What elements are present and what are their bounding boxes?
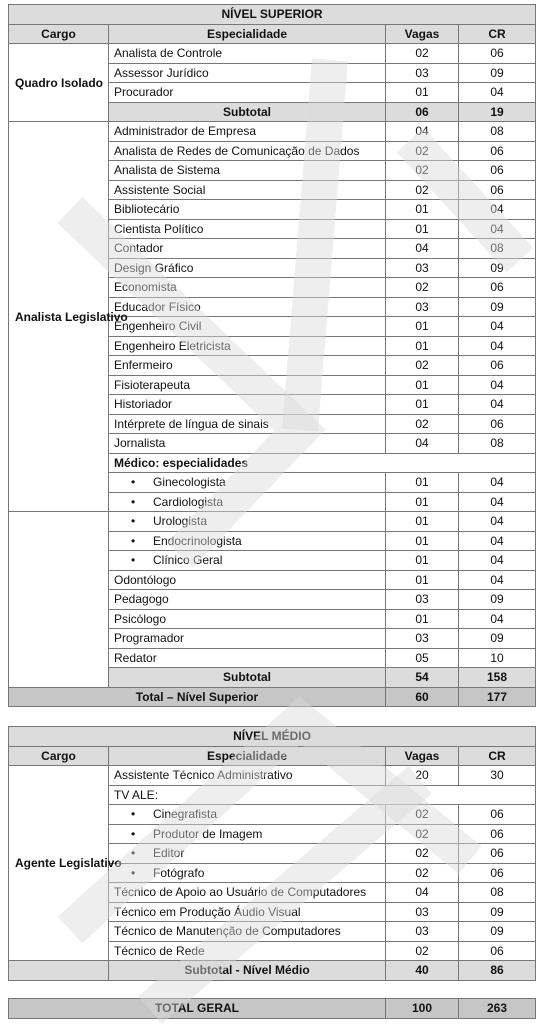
column-header-cr: CR	[459, 746, 536, 766]
especialidade-cell: Economista	[109, 278, 386, 298]
cr-cell: 09	[459, 922, 536, 942]
especialidade-cell: Odontólogo	[109, 570, 386, 590]
vagas-cell: 02	[386, 414, 459, 434]
especialidade-cell: Intérprete de língua de sinais	[109, 414, 386, 434]
cr-cell: 04	[459, 492, 536, 512]
especialidade-cell: Programador	[109, 629, 386, 649]
especialidade-cell: • Urologista	[109, 512, 386, 532]
especialidade-cell: Técnico de Rede	[109, 941, 386, 961]
especialidade-cell: Pedagogo	[109, 590, 386, 610]
table-row	[9, 512, 536, 532]
subtotal-cr: 158	[459, 668, 536, 688]
vagas-cell: 01	[386, 512, 459, 532]
cargo-blank	[9, 961, 109, 981]
especialidade-cell: Bibliotecário	[109, 200, 386, 220]
especialidade-cell: Enfermeiro	[109, 356, 386, 376]
cr-cell: 06	[459, 161, 536, 181]
cr-cell: 06	[459, 278, 536, 298]
cargo-analista-legislativo: Analista Legislativo	[9, 122, 109, 512]
vagas-cell: 02	[386, 863, 459, 883]
vagas-cell: 02	[386, 141, 459, 161]
cr-cell: 08	[459, 122, 536, 142]
vagas-cell: 03	[386, 629, 459, 649]
cr-cell: 09	[459, 63, 536, 83]
cr-cell: 04	[459, 375, 536, 395]
section-title: NÍVEL MÉDIO	[9, 727, 536, 747]
especialidade-cell: Técnico em Produção Áudio Visual	[109, 902, 386, 922]
vagas-cell: 02	[386, 356, 459, 376]
cr-cell: 10	[459, 648, 536, 668]
vagas-cell: 02	[386, 161, 459, 181]
vagas-cell: 01	[386, 395, 459, 415]
cr-cell: 09	[459, 258, 536, 278]
especialidade-cell: Técnico de Manutenção de Computadores	[109, 922, 386, 942]
vagas-cell: 01	[386, 492, 459, 512]
cr-cell: 09	[459, 902, 536, 922]
vagas-cell: 04	[386, 434, 459, 454]
vagas-cell: 01	[386, 219, 459, 239]
especialidade-cell: Assistente Técnico Administrativo	[109, 766, 386, 786]
cr-cell: 04	[459, 473, 536, 493]
cr-cell: 09	[459, 590, 536, 610]
total-geral-table	[8, 998, 536, 1019]
especialidade-cell: Engenheiro Civil	[109, 317, 386, 337]
vagas-cell: 03	[386, 902, 459, 922]
cr-cell: 08	[459, 883, 536, 903]
cr-cell: 06	[459, 141, 536, 161]
subtotal-label: Subtotal - Nível Médio	[109, 961, 386, 981]
total-superior-cr: 177	[459, 687, 536, 707]
column-header-especialidade: Especialidade	[109, 24, 386, 44]
vagas-cell: 03	[386, 922, 459, 942]
vagas-cell: 20	[386, 766, 459, 786]
cr-cell: 04	[459, 551, 536, 571]
vagas-cell: 01	[386, 83, 459, 103]
vagas-cell: 01	[386, 551, 459, 571]
vagas-cell: 04	[386, 883, 459, 903]
especialidade-cell: • Cinegrafista	[109, 805, 386, 825]
especialidade-cell: Fisioterapeuta	[109, 375, 386, 395]
vagas-cell: 02	[386, 278, 459, 298]
vagas-cell: 01	[386, 473, 459, 493]
especialidade-cell: Administrador de Empresa	[109, 122, 386, 142]
cr-cell: 09	[459, 629, 536, 649]
especialidade-cell: Historiador	[109, 395, 386, 415]
cr-cell: 06	[459, 805, 536, 825]
especialidade-cell: Contador	[109, 239, 386, 259]
cr-cell: 04	[459, 609, 536, 629]
total-superior-vagas: 60	[386, 687, 459, 707]
cr-cell: 04	[459, 200, 536, 220]
subtotal-cr: 86	[459, 961, 536, 981]
column-header-vagas: Vagas	[386, 746, 459, 766]
cr-cell: 06	[459, 356, 536, 376]
vagas-cell: 01	[386, 317, 459, 337]
especialidade-cell: Assessor Jurídico	[109, 63, 386, 83]
especialidade-cell: Design Gráfico	[109, 258, 386, 278]
subtotal-row	[9, 961, 536, 981]
vagas-cell: 01	[386, 200, 459, 220]
cr-cell: 06	[459, 863, 536, 883]
medico-label: Médico: especialidades	[109, 453, 536, 473]
especialidade-cell: • Cardiologista	[109, 492, 386, 512]
cr-cell: 06	[459, 844, 536, 864]
vagas-cell: 02	[386, 180, 459, 200]
cr-cell: 08	[459, 434, 536, 454]
especialidade-cell: Procurador	[109, 83, 386, 103]
vagas-cell: 02	[386, 941, 459, 961]
subtotal-vagas: 40	[386, 961, 459, 981]
especialidade-cell: • Clínico Geral	[109, 551, 386, 571]
subtotal-vagas: 54	[386, 668, 459, 688]
column-header-vagas: Vagas	[386, 24, 459, 44]
cr-cell: 08	[459, 239, 536, 259]
especialidade-cell: • Ginecologista	[109, 473, 386, 493]
cr-cell: 04	[459, 531, 536, 551]
especialidade-cell: Analista de Controle	[109, 44, 386, 64]
especialidade-cell: Jornalista	[109, 434, 386, 454]
cr-cell: 04	[459, 219, 536, 239]
subtotal-vagas: 06	[386, 102, 459, 122]
cr-cell: 09	[459, 297, 536, 317]
vagas-cell: 01	[386, 570, 459, 590]
section-title: NÍVEL SUPERIOR	[9, 5, 536, 25]
especialidade-cell: • Editor	[109, 844, 386, 864]
subtotal-label: Subtotal	[109, 668, 386, 688]
column-header-cargo: Cargo	[9, 746, 109, 766]
vagas-cell: 05	[386, 648, 459, 668]
vagas-cell: 03	[386, 297, 459, 317]
nivel-medio-table	[8, 726, 536, 981]
especialidade-cell: • Produtor de Imagem	[109, 824, 386, 844]
vagas-cell: 03	[386, 590, 459, 610]
cr-cell: 06	[459, 44, 536, 64]
total-geral-vagas: 100	[386, 999, 459, 1019]
cr-cell: 04	[459, 512, 536, 532]
cr-cell: 06	[459, 180, 536, 200]
especialidade-cell: Educador Físico	[109, 297, 386, 317]
vagas-cell: 04	[386, 239, 459, 259]
tv-ale-label: TV ALE:	[109, 785, 536, 805]
cr-cell: 04	[459, 336, 536, 356]
especialidade-cell: Analista de Redes de Comunicação de Dados	[109, 141, 386, 161]
subtotal-label: Subtotal	[109, 102, 386, 122]
cr-cell: 04	[459, 395, 536, 415]
especialidade-cell: Técnico de Apoio ao Usuário de Computadores	[109, 883, 386, 903]
vagas-cell: 02	[386, 844, 459, 864]
total-geral-cr: 263	[459, 999, 536, 1019]
total-superior-label: Total – Nível Superior	[9, 687, 386, 707]
vagas-cell: 02	[386, 44, 459, 64]
vagas-cell: 01	[386, 531, 459, 551]
table-row	[9, 766, 536, 786]
column-header-cr: CR	[459, 24, 536, 44]
cr-cell: 04	[459, 317, 536, 337]
especialidade-cell: Cientista Político	[109, 219, 386, 239]
vagas-cell: 01	[386, 609, 459, 629]
cr-cell: 30	[459, 766, 536, 786]
vagas-cell: 04	[386, 122, 459, 142]
vagas-cell: 01	[386, 336, 459, 356]
cr-cell: 04	[459, 83, 536, 103]
cargo-agente-legislativo: Agente Legislativo	[9, 766, 109, 961]
vagas-cell: 02	[386, 824, 459, 844]
table-row	[9, 122, 536, 142]
cr-cell: 04	[459, 570, 536, 590]
especialidade-cell: Analista de Sistema	[109, 161, 386, 181]
vagas-cell: 03	[386, 63, 459, 83]
subtotal-cr: 19	[459, 102, 536, 122]
cr-cell: 06	[459, 941, 536, 961]
especialidade-cell: • Fotógrafo	[109, 863, 386, 883]
column-header-cargo: Cargo	[9, 24, 109, 44]
especialidade-cell: Engenheiro Eletricista	[109, 336, 386, 356]
vagas-cell: 03	[386, 258, 459, 278]
especialidade-cell: Assistente Social	[109, 180, 386, 200]
vagas-cell: 01	[386, 375, 459, 395]
cr-cell: 06	[459, 824, 536, 844]
especialidade-cell: Psicólogo	[109, 609, 386, 629]
cr-cell: 06	[459, 414, 536, 434]
especialidade-cell: • Endocrinologista	[109, 531, 386, 551]
especialidade-cell: Redator	[109, 648, 386, 668]
cargo-continuation	[9, 512, 109, 688]
table-row	[9, 44, 536, 64]
total-geral-label: TOTAL GERAL	[9, 999, 386, 1019]
vagas-cell: 02	[386, 805, 459, 825]
nivel-superior-table	[8, 4, 536, 707]
cargo-quadro-isolado: Quadro Isolado	[9, 44, 109, 122]
column-header-especialidade: Especialidade	[109, 746, 386, 766]
